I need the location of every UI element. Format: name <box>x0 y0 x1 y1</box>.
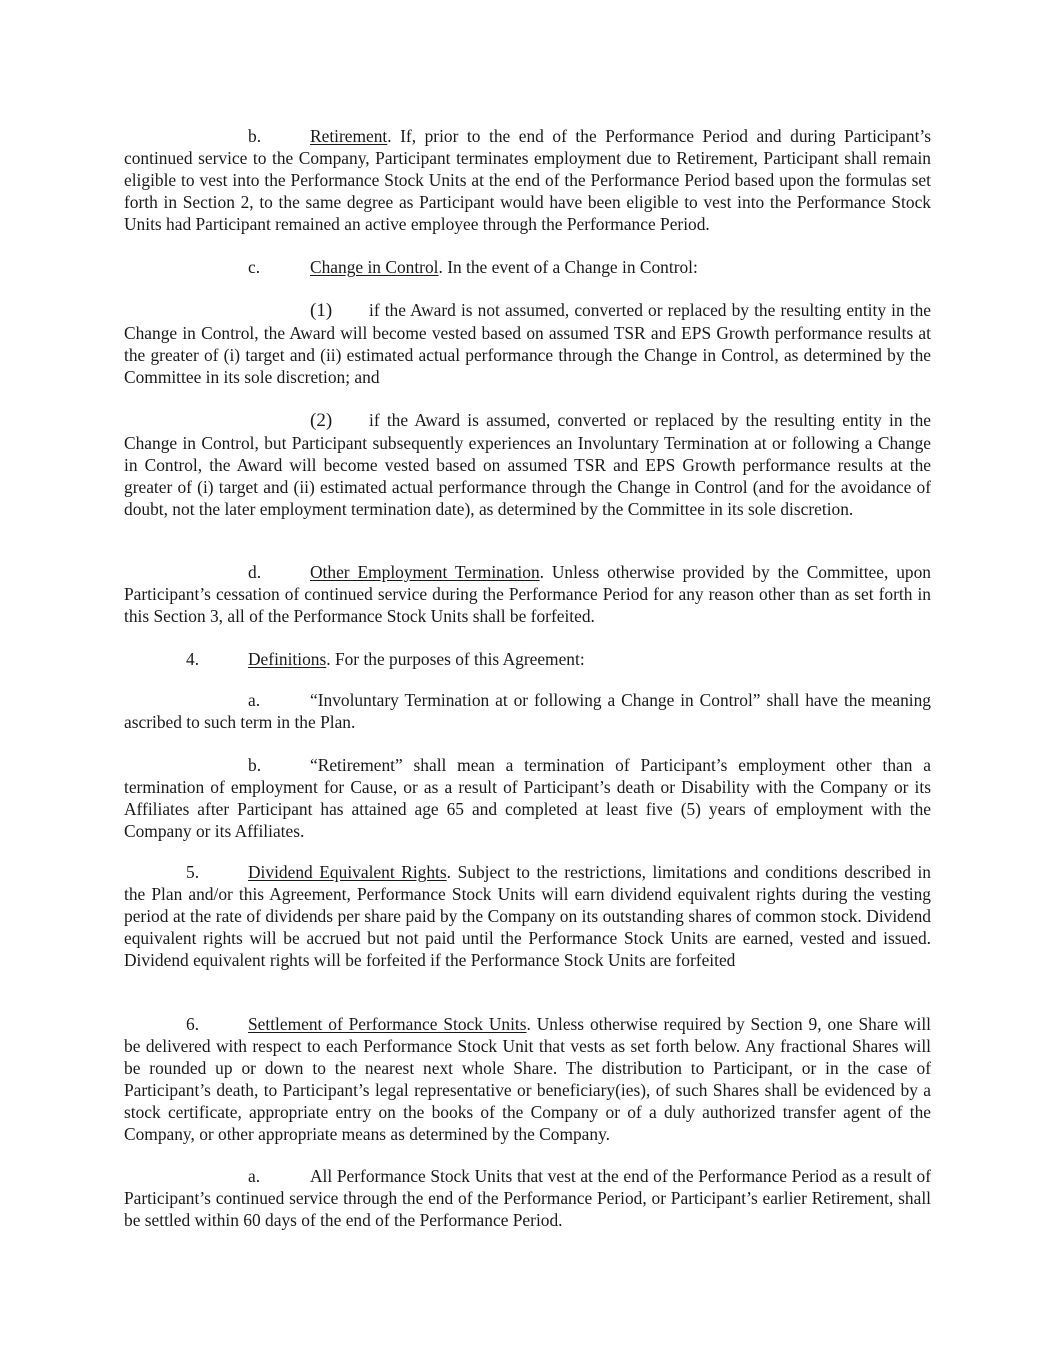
section-heading: Retirement <box>310 126 388 146</box>
section-4b <box>124 754 931 842</box>
section-marker: a. <box>248 690 261 710</box>
section-6a <box>124 1165 931 1231</box>
section-marker: d. <box>248 562 262 582</box>
section-text: if the Award is not assumed, converted or replaced by the resulting entity in the Change in Control, the Award will become vested based on assumed TSR and EPS Growth performance results at the greater of (i) target and (ii) estimated actual performance through the Change in Control, as determined by the Committee in its sole discretion; and <box>124 300 931 387</box>
section-marker: a. <box>248 1166 261 1186</box>
section-5-dividend-rights <box>124 861 931 971</box>
section-text: . For the purposes of this Agreement: <box>326 649 585 669</box>
section-marker: (1) <box>310 300 333 321</box>
section-text: All Performance Stock Units that vest at the end of the Performance Period as a result of Participant’s continued service through the end of the Performance Period, or Participant’s earlier Retirement, shall be settled within 60 days of the end of the Performance Period. <box>124 1166 931 1230</box>
section-4a <box>124 689 931 733</box>
section-3c-1 <box>124 299 931 388</box>
section-3c-2 <box>124 409 931 520</box>
section-marker: b. <box>248 126 262 146</box>
section-heading: Dividend Equivalent Rights <box>248 862 447 882</box>
section-6-settlement <box>124 1013 931 1145</box>
section-3c-change-in-control <box>124 256 931 278</box>
section-marker: (2) <box>310 410 333 431</box>
section-marker: c. <box>248 257 261 277</box>
section-text: if the Award is assumed, converted or replaced by the resulting entity in the Change in Control, but Participant subsequently experiences an Involuntary Termination at or following a Change in Control, the Award will become vested based on assumed TSR and EPS Growth performance results at the greater of (i) target and (ii) estimated actual performance through the Change in Control (and for the avoidance of doubt, not the later employment termination date), as determined by the Committee in its sole discretion. <box>124 410 931 519</box>
section-heading: Definitions <box>248 649 327 669</box>
section-3b-retirement <box>124 125 931 235</box>
section-marker: 4. <box>186 649 200 669</box>
section-marker: 5. <box>186 862 200 882</box>
section-text: . In the event of a Change in Control: <box>438 257 698 277</box>
section-heading: Settlement of Performance Stock Units <box>248 1014 527 1034</box>
section-text: . Unless otherwise required by Section 9, one Share will be delivered with respect to each Performance Stock Unit that vests as set forth below. Any fractional Shares will be rounded up or down to the nearest next whole Share. The distribution to Participant, or in the case of Participant’s death, to Participant’s legal representative or beneficiary(ies), of such Shares shall be evidenced by a stock certificate, appropriate entry on the books of the Company or of a duly authorized transfer agent of the Company, or other appropriate means as determined by the Company. <box>124 1014 931 1144</box>
section-text: . If, prior to the end of the Performance Period and during Participant’s continued service to the Company, Participant terminates employment due to Retirement, Participant shall remain eligible to vest into the Performance Stock Units at the end of the Performance Period based upon the formulas set forth in Section 2, to the same degree as Participant would have been eligible to vest into the Performance Stock Units had Participant remained an active employee through the Performance Period. <box>124 126 931 234</box>
section-3d-other-termination <box>124 561 931 627</box>
section-heading: Other Employment Termination <box>310 562 540 582</box>
section-4-definitions <box>124 648 931 670</box>
section-marker: 6. <box>186 1014 200 1034</box>
section-marker: b. <box>248 755 262 775</box>
section-text: “Retirement” shall mean a termination of Participant’s employment other than a termination of employment for Cause, or as a result of Participant’s death or Disability with the Company or its Affiliates after Participant has attained age 65 and completed at least five (5) years of employment with the Company or its Affiliates. <box>124 755 931 841</box>
section-heading: Change in Control <box>310 257 439 277</box>
section-text: . Subject to the restrictions, limitations and conditions described in the Plan and/or this Agreement, Performance Stock Units will earn dividend equivalent rights during the vesting period at the rate of dividends per share paid by the Company on its outstanding shares of common stock. Dividend equivalent rights will be accrued but not paid until the Performance Stock Units are earned, vested and issued. Dividend equivalent rights will be forfeited if the Performance Stock Units are forfeited <box>124 862 932 970</box>
section-text: . Unless otherwise provided by the Committee, upon Participant’s cessation of continued service during the Performance Period for any reason other than as set forth in this Section 3, all of the Performance Stock Units shall be forfeited. <box>124 562 931 626</box>
section-text: “Involuntary Termination at or following a Change in Control” shall have the meaning ascribed to such term in the Plan. <box>124 690 931 732</box>
